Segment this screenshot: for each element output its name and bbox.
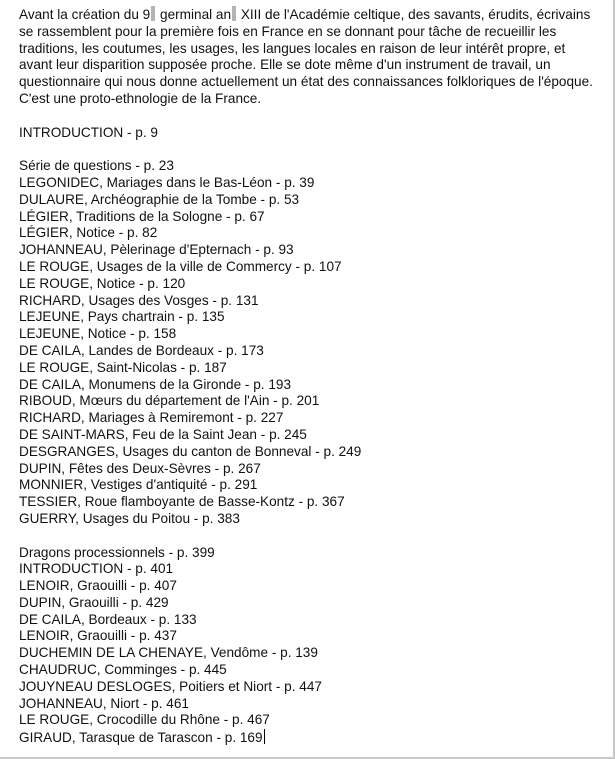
- toc-entry-text: LENOIR, Graouilli - p. 437: [19, 628, 177, 644]
- toc-entry: [19, 461, 599, 478]
- toc-entry: [19, 679, 599, 696]
- toc-entry-text: DE CAILA, Bordeaux - p. 133: [19, 611, 197, 627]
- toc-entry-text: DESGRANGES, Usages du canton de Bonneval - p. 249: [19, 443, 362, 459]
- toc-entry: [19, 393, 599, 410]
- toc-entry-text: LEJEUNE, Notice - p. 158: [19, 326, 177, 342]
- toc-entry-text: JOHANNEAU, Pèlerinage d'Epternach - p. 93: [19, 242, 294, 258]
- toc-entry: [19, 444, 599, 461]
- toc-entry: [19, 175, 599, 192]
- toc-entry: [19, 595, 599, 612]
- toc-entry: [19, 343, 599, 360]
- toc-entry-text: LENOIR, Graouilli - p. 407: [19, 578, 177, 594]
- toc-entry: [19, 410, 599, 427]
- toc-entry: [19, 578, 599, 595]
- toc-entry-text: CHAUDRUC, Comminges - p. 445: [19, 662, 227, 678]
- blank-line: [19, 528, 599, 545]
- toc-entry-text: DUPIN, Fêtes des Deux-Sèvres - p. 267: [19, 460, 261, 476]
- toc-entry-text: LE ROUGE, Usages de la ville de Commercy - p. 107: [19, 258, 342, 274]
- toc-entry-text: LE ROUGE, Crocodille du Rhône - p. 467: [19, 712, 270, 728]
- selection-marker: [232, 6, 236, 21]
- toc-entry-text: LÉGIER, Traditions de la Sologne - p. 67: [19, 208, 265, 224]
- toc-entry-text: JOHANNEAU, Niort - p. 461: [19, 695, 189, 711]
- toc-entry: [19, 612, 599, 629]
- toc-entry: [19, 477, 599, 494]
- toc-entry: [19, 192, 599, 209]
- selection-marker: [151, 6, 155, 21]
- toc-entry-text: RIBOUD, Mœurs du département de l'Ain - p. 201: [19, 393, 320, 409]
- toc-entry: [19, 511, 599, 528]
- toc-entry: [19, 494, 599, 511]
- blank-line: [19, 108, 599, 125]
- toc-entry-text: LE ROUGE, Notice - p. 120: [19, 275, 186, 291]
- toc-entry-text: TESSIER, Roue flamboyante de Basse-Kontz - p. 367: [19, 494, 345, 510]
- intro-text-part-2: germinal an: [156, 7, 232, 22]
- toc-entry: [19, 377, 599, 394]
- intro-text-part-3: XIII de l'Académie celtique, des savants, érudits, écrivains se rassemblent pour la première fois en France en se donnant pour tâche de recueillir les traditions, les coutumes, les usages, les langues locales en raison de leur intérêt propre, et avant leur disparition supposée proche. Elle se dote même d'un instrument de travail, un questionnaire qui nous donne actuellement un état des connaissances folkloriques de l'époque. C'est une proto-ethnologie de la France.: [19, 7, 593, 106]
- toc-entry-text: LÉGIER, Notice - p. 82: [19, 225, 158, 241]
- toc-entry: [19, 712, 599, 729]
- toc-entry-text: RICHARD, Mariages à Remiremont - p. 227: [19, 410, 284, 426]
- toc-entry: [19, 242, 599, 259]
- toc-entry-text: DE CAILA, Monumens de la Gironde - p. 193: [19, 376, 292, 392]
- toc-entry-text: Dragons processionnels - p. 399: [19, 544, 215, 560]
- intro-paragraph: [19, 6, 599, 108]
- toc-entry: [19, 628, 599, 645]
- toc-entry-text: DE SAINT-MARS, Feu de la Saint Jean - p. 245: [19, 426, 307, 442]
- toc-entry-text: INTRODUCTION - p. 9: [19, 124, 158, 140]
- toc-entry: [19, 360, 599, 377]
- toc-entry: [19, 309, 599, 326]
- toc-entry: [19, 662, 599, 679]
- toc-entry-text: DULAURE, Archéographie de la Tombe - p. 53: [19, 191, 300, 207]
- toc-entry-text: LEGONIDEC, Mariages dans le Bas-Léon - p. 39: [19, 174, 315, 190]
- toc-entry-text: GIRAUD, Tarasque de Tarascon - p. 169: [19, 730, 263, 746]
- toc-entry-text: MONNIER, Vestiges d'antiquité - p. 291: [19, 477, 258, 493]
- toc-entry-text: GUERRY, Usages du Poitou - p. 383: [19, 510, 240, 526]
- toc-entry-text: DUPIN, Graouilli - p. 429: [19, 594, 169, 610]
- text-cursor: [264, 729, 265, 744]
- toc-entry: [19, 561, 599, 578]
- toc-entry-text: JOUYNEAU DESLOGES, Poitiers et Niort - p. 447: [19, 678, 322, 694]
- document-text-area[interactable]: [19, 6, 599, 747]
- toc-entry: [19, 729, 599, 747]
- table-of-contents: [19, 125, 599, 747]
- toc-entry-text: LE ROUGE, Saint-Nicolas - p. 187: [19, 359, 227, 375]
- toc-entry-text: DE CAILA, Landes de Bordeaux - p. 173: [19, 342, 264, 358]
- toc-entry: [19, 209, 599, 226]
- blank-line: [19, 141, 599, 158]
- toc-entry: [19, 125, 599, 142]
- toc-entry: [19, 225, 599, 242]
- toc-entry-text: DUCHEMIN DE LA CHENAYE, Vendôme - p. 139: [19, 645, 318, 661]
- toc-entry: [19, 696, 599, 713]
- toc-entry: [19, 645, 599, 662]
- toc-entry-text: Série de questions - p. 23: [19, 158, 174, 174]
- toc-entry: [19, 276, 599, 293]
- toc-entry: [19, 326, 599, 343]
- toc-entry: [19, 259, 599, 276]
- intro-text-part-1: Avant la création du 9: [19, 7, 151, 22]
- toc-entry-text: RICHARD, Usages des Vosges - p. 131: [19, 292, 259, 308]
- toc-entry: [19, 158, 599, 175]
- toc-entry-text: LEJEUNE, Pays chartrain - p. 135: [19, 309, 225, 325]
- toc-entry: [19, 293, 599, 310]
- toc-entry: [19, 545, 599, 562]
- toc-entry-text: INTRODUCTION - p. 401: [19, 561, 174, 577]
- toc-entry: [19, 427, 599, 444]
